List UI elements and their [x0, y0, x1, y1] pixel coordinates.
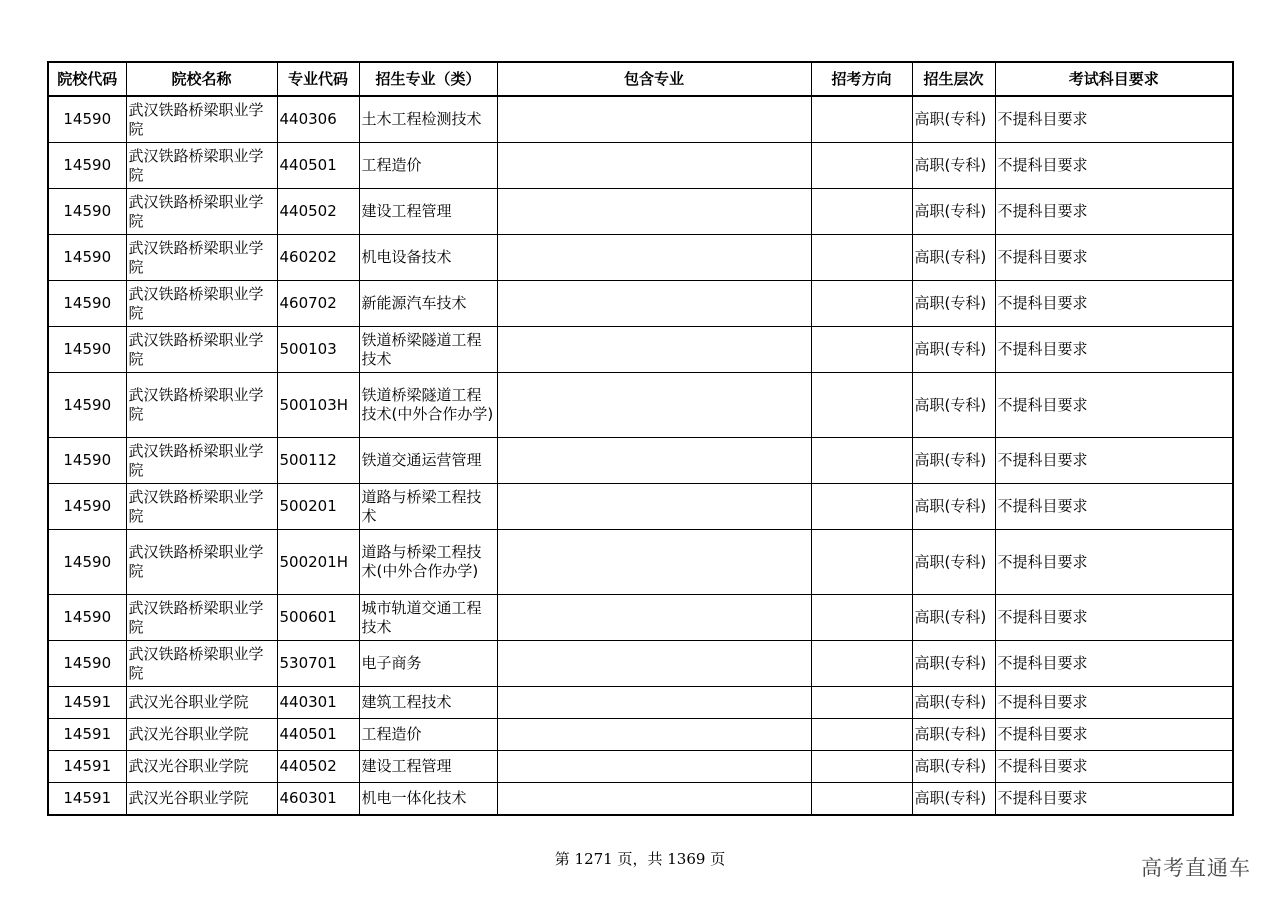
cell-level: 高职(专科) — [912, 687, 995, 719]
cell-included-majors — [497, 719, 811, 751]
page-number: 第 1271 页，共 1369 页 — [554, 850, 726, 868]
cell-direction — [811, 373, 912, 438]
cell-direction — [811, 327, 912, 373]
cell-school-name: 武汉铁路桥梁职业学院 — [126, 189, 277, 235]
cell-school-name: 武汉铁路桥梁职业学院 — [126, 143, 277, 189]
cell-school-name: 武汉铁路桥梁职业学院 — [126, 96, 277, 143]
table-row — [48, 143, 1233, 189]
table-row — [48, 327, 1233, 373]
cell-major: 工程造价 — [359, 143, 497, 189]
cell-level: 高职(专科) — [912, 595, 995, 641]
cell-subject-requirement: 不提科目要求 — [995, 484, 1233, 530]
cell-direction — [811, 438, 912, 484]
cell-direction — [811, 484, 912, 530]
cell-major: 机电一体化技术 — [359, 783, 497, 816]
cell-school-name: 武汉铁路桥梁职业学院 — [126, 438, 277, 484]
header-school-name: 院校名称 — [126, 62, 277, 96]
table-row — [48, 783, 1233, 816]
cell-subject-requirement: 不提科目要求 — [995, 189, 1233, 235]
cell-included-majors — [497, 189, 811, 235]
cell-direction — [811, 687, 912, 719]
table-row — [48, 373, 1233, 438]
cell-school-code: 14590 — [48, 143, 126, 189]
cell-major-code: 440501 — [277, 143, 359, 189]
cell-included-majors — [497, 281, 811, 327]
cell-subject-requirement: 不提科目要求 — [995, 438, 1233, 484]
table-row — [48, 281, 1233, 327]
cell-school-name: 武汉铁路桥梁职业学院 — [126, 641, 277, 687]
cell-major: 铁道交通运营管理 — [359, 438, 497, 484]
cell-school-code: 14590 — [48, 595, 126, 641]
table-row — [48, 438, 1233, 484]
cell-school-code: 14590 — [48, 327, 126, 373]
cell-included-majors — [497, 641, 811, 687]
cell-school-code: 14590 — [48, 281, 126, 327]
cell-major-code: 500601 — [277, 595, 359, 641]
cell-major-code: 500103H — [277, 373, 359, 438]
cell-included-majors — [497, 751, 811, 783]
cell-major: 建筑工程技术 — [359, 687, 497, 719]
cell-major: 道路与桥梁工程技术(中外合作办学) — [359, 530, 497, 595]
cell-direction — [811, 235, 912, 281]
table-body — [48, 96, 1233, 815]
cell-direction — [811, 96, 912, 143]
cell-major-code: 460202 — [277, 235, 359, 281]
cell-level: 高职(专科) — [912, 327, 995, 373]
cell-school-code: 14591 — [48, 719, 126, 751]
cell-level: 高职(专科) — [912, 530, 995, 595]
cell-major-code: 530701 — [277, 641, 359, 687]
cell-level: 高职(专科) — [912, 96, 995, 143]
cell-subject-requirement: 不提科目要求 — [995, 719, 1233, 751]
cell-school-code: 14590 — [48, 641, 126, 687]
cell-included-majors — [497, 530, 811, 595]
cell-included-majors — [497, 783, 811, 816]
cell-subject-requirement: 不提科目要求 — [995, 235, 1233, 281]
cell-major-code: 500103 — [277, 327, 359, 373]
cell-level: 高职(专科) — [912, 235, 995, 281]
cell-included-majors — [497, 687, 811, 719]
cell-level: 高职(专科) — [912, 281, 995, 327]
cell-major-code: 440502 — [277, 751, 359, 783]
cell-direction — [811, 641, 912, 687]
header-school-code: 院校代码 — [48, 62, 126, 96]
cell-level: 高职(专科) — [912, 641, 995, 687]
cell-school-code: 14590 — [48, 530, 126, 595]
cell-level: 高职(专科) — [912, 143, 995, 189]
cell-direction — [811, 189, 912, 235]
cell-school-code: 14591 — [48, 783, 126, 816]
cell-direction — [811, 281, 912, 327]
table-row — [48, 595, 1233, 641]
cell-subject-requirement: 不提科目要求 — [995, 530, 1233, 595]
cell-level: 高职(专科) — [912, 373, 995, 438]
cell-level: 高职(专科) — [912, 438, 995, 484]
cell-subject-requirement: 不提科目要求 — [995, 751, 1233, 783]
cell-major: 道路与桥梁工程技术 — [359, 484, 497, 530]
cell-direction — [811, 530, 912, 595]
header-direction: 招考方向 — [811, 62, 912, 96]
cell-level: 高职(专科) — [912, 783, 995, 816]
cell-included-majors — [497, 235, 811, 281]
cell-major: 建设工程管理 — [359, 189, 497, 235]
cell-subject-requirement: 不提科目要求 — [995, 327, 1233, 373]
cell-major-code: 500112 — [277, 438, 359, 484]
table-header-row — [48, 62, 1233, 96]
cell-included-majors — [497, 438, 811, 484]
cell-major-code: 500201H — [277, 530, 359, 595]
cell-direction — [811, 751, 912, 783]
table-row — [48, 235, 1233, 281]
cell-major-code: 460301 — [277, 783, 359, 816]
cell-subject-requirement: 不提科目要求 — [995, 595, 1233, 641]
cell-school-code: 14590 — [48, 189, 126, 235]
cell-subject-requirement: 不提科目要求 — [995, 143, 1233, 189]
cell-school-name: 武汉铁路桥梁职业学院 — [126, 327, 277, 373]
cell-school-code: 14591 — [48, 687, 126, 719]
cell-school-name: 武汉光谷职业学院 — [126, 751, 277, 783]
cell-subject-requirement: 不提科目要求 — [995, 687, 1233, 719]
admissions-table — [47, 61, 1234, 816]
cell-direction — [811, 719, 912, 751]
cell-level: 高职(专科) — [912, 719, 995, 751]
table-row — [48, 530, 1233, 595]
cell-included-majors — [497, 327, 811, 373]
cell-direction — [811, 783, 912, 816]
table-row — [48, 641, 1233, 687]
cell-included-majors — [497, 595, 811, 641]
cell-subject-requirement: 不提科目要求 — [995, 373, 1233, 438]
table-row — [48, 189, 1233, 235]
table-row — [48, 719, 1233, 751]
cell-school-name: 武汉光谷职业学院 — [126, 783, 277, 816]
cell-major: 土木工程检测技术 — [359, 96, 497, 143]
cell-school-code: 14590 — [48, 484, 126, 530]
cell-major: 新能源汽车技术 — [359, 281, 497, 327]
cell-level: 高职(专科) — [912, 751, 995, 783]
cell-major-code: 440301 — [277, 687, 359, 719]
header-major: 招生专业（类） — [359, 62, 497, 96]
cell-major-code: 460702 — [277, 281, 359, 327]
cell-major-code: 440501 — [277, 719, 359, 751]
cell-school-name: 武汉铁路桥梁职业学院 — [126, 235, 277, 281]
table-row — [48, 484, 1233, 530]
cell-major: 电子商务 — [359, 641, 497, 687]
cell-school-name: 武汉光谷职业学院 — [126, 719, 277, 751]
header-level: 招生层次 — [912, 62, 995, 96]
cell-major: 铁道桥梁隧道工程技术 — [359, 327, 497, 373]
cell-school-code: 14591 — [48, 751, 126, 783]
cell-subject-requirement: 不提科目要求 — [995, 281, 1233, 327]
cell-major-code: 440306 — [277, 96, 359, 143]
cell-included-majors — [497, 96, 811, 143]
cell-level: 高职(专科) — [912, 189, 995, 235]
cell-included-majors — [497, 373, 811, 438]
cell-subject-requirement: 不提科目要求 — [995, 96, 1233, 143]
cell-subject-requirement: 不提科目要求 — [995, 641, 1233, 687]
cell-school-name: 武汉铁路桥梁职业学院 — [126, 484, 277, 530]
header-subject-requirement: 考试科目要求 — [995, 62, 1233, 96]
cell-included-majors — [497, 143, 811, 189]
header-major-code: 专业代码 — [277, 62, 359, 96]
cell-major: 机电设备技术 — [359, 235, 497, 281]
cell-school-name: 武汉铁路桥梁职业学院 — [126, 281, 277, 327]
table-row — [48, 751, 1233, 783]
cell-school-code: 14590 — [48, 373, 126, 438]
cell-major-code: 500201 — [277, 484, 359, 530]
cell-major: 工程造价 — [359, 719, 497, 751]
cell-direction — [811, 595, 912, 641]
watermark: 高考直通车 — [1141, 856, 1251, 880]
table-row — [48, 96, 1233, 143]
cell-school-name: 武汉铁路桥梁职业学院 — [126, 373, 277, 438]
cell-school-name: 武汉铁路桥梁职业学院 — [126, 595, 277, 641]
cell-major: 铁道桥梁隧道工程技术(中外合作办学) — [359, 373, 497, 438]
table-row — [48, 687, 1233, 719]
cell-school-code: 14590 — [48, 438, 126, 484]
cell-level: 高职(专科) — [912, 484, 995, 530]
cell-school-code: 14590 — [48, 235, 126, 281]
cell-school-name: 武汉铁路桥梁职业学院 — [126, 530, 277, 595]
cell-included-majors — [497, 484, 811, 530]
cell-major: 建设工程管理 — [359, 751, 497, 783]
cell-school-name: 武汉光谷职业学院 — [126, 687, 277, 719]
cell-direction — [811, 143, 912, 189]
cell-major: 城市轨道交通工程技术 — [359, 595, 497, 641]
header-included-majors: 包含专业 — [497, 62, 811, 96]
cell-major-code: 440502 — [277, 189, 359, 235]
cell-subject-requirement: 不提科目要求 — [995, 783, 1233, 816]
cell-school-code: 14590 — [48, 96, 126, 143]
